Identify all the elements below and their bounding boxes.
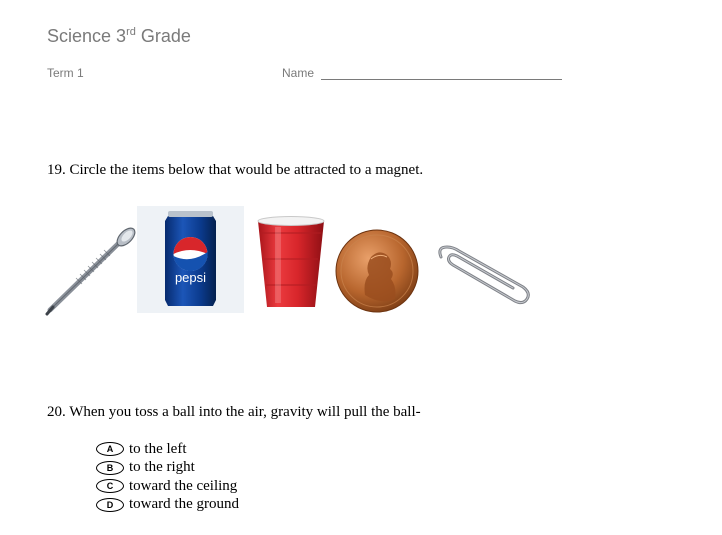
worksheet-title: Science 3rd Grade bbox=[47, 26, 191, 46]
choice-b-bubble[interactable]: B bbox=[96, 461, 124, 475]
choice-a-bubble[interactable]: A bbox=[96, 442, 124, 456]
name-field-line bbox=[321, 79, 562, 80]
answer-choices bbox=[96, 440, 239, 514]
choice-d-bubble[interactable]: D bbox=[96, 498, 124, 512]
choice-d-text: toward the ground bbox=[129, 496, 239, 513]
choice-a[interactable] bbox=[96, 440, 239, 459]
choice-c-text: toward the ceiling bbox=[129, 477, 238, 494]
choice-d[interactable] bbox=[96, 496, 239, 515]
nail-image bbox=[44, 222, 140, 318]
term-label: Term 1 bbox=[47, 66, 84, 80]
plastic-cup-image bbox=[255, 215, 327, 311]
penny-image bbox=[335, 229, 419, 313]
soda-can-image bbox=[137, 206, 244, 313]
question-19: 19. Circle the items below that would be attracted to a magnet. bbox=[47, 162, 424, 178]
choice-c-bubble[interactable]: C bbox=[96, 479, 124, 493]
choice-a-text: to the left bbox=[129, 440, 187, 457]
choice-b[interactable] bbox=[96, 459, 239, 478]
name-label: Name bbox=[282, 66, 315, 80]
question-20: 20. When you toss a ball into the air, gravity will pull the ball- bbox=[47, 404, 421, 420]
can-brand-label: pepsi bbox=[174, 270, 207, 285]
choice-c[interactable] bbox=[96, 477, 239, 496]
choice-b-text: to the right bbox=[129, 459, 195, 476]
paper-clip-image bbox=[435, 243, 533, 309]
